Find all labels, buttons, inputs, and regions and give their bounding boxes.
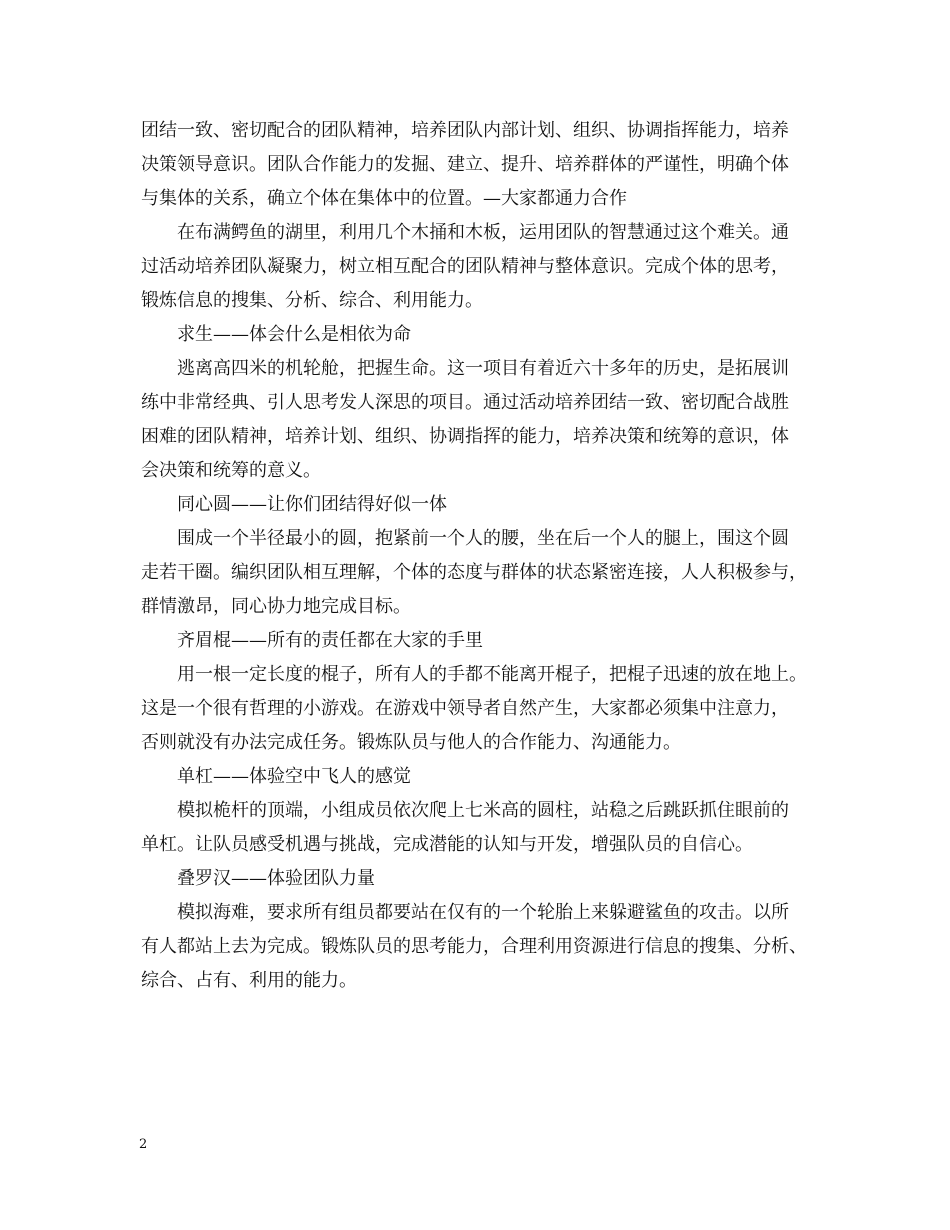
text-line: 用一根一定长度的棍子，所有人的手都不能离开棍子，把棍子迅速的放在地上。 [177, 664, 807, 685]
text-line: 走若干圈。编织团队相互理解，个体的态度与群体的状态紧密连接，人人积极参与， [141, 562, 807, 583]
section-heading: 同心圆——让你们团结得好似一体 [177, 494, 447, 515]
text-line: 综合、占有、利用的能力。 [141, 970, 357, 991]
text-line: 会决策和统筹的意义。 [141, 460, 321, 481]
text-line: 有人都站上去为完成。锻炼队员的思考能力，合理利用资源进行信息的搜集、分析、 [141, 936, 807, 957]
text-line: 逃离高四米的机轮舱，把握生命。这一项目有着近六十多年的历史，是拓展训 [177, 358, 789, 379]
section-heading: 齐眉棍——所有的责任都在大家的手里 [177, 630, 483, 651]
text-line: 模拟桅杆的顶端，小组成员依次爬上七米高的圆柱，站稳之后跳跃抓住眼前的 [177, 800, 789, 821]
text-line: 围成一个半径最小的圆，抱紧前一个人的腰，坐在后一个人的腿上，围这个圆 [177, 528, 789, 549]
text-line: 练中非常经典、引人思考发人深思的项目。通过活动培养团结一致、密切配合战胜 [141, 392, 789, 413]
text-line: 困难的团队精神，培养计划、组织、协调指挥的能力，培养决策和统筹的意识，体 [141, 426, 789, 447]
body-text [141, 114, 831, 998]
text-line: 在布满鳄鱼的湖里，利用几个木捅和木板，运用团队的智慧通过这个难关。通 [177, 222, 789, 243]
text-line: 这是一个很有哲理的小游戏。在游戏中领导者自然产生，大家都必须集中注意力， [141, 698, 789, 719]
section-heading: 单杠——体验空中飞人的感觉 [177, 766, 411, 787]
page-number: 2 [139, 1137, 148, 1152]
text-line: 模拟海难，要求所有组员都要站在仅有的一个轮胎上来躲避鲨鱼的攻击。以所 [177, 902, 789, 923]
text-line: 群情激昂，同心协力地完成目标。 [141, 596, 411, 617]
text-line: 单杠。让队员感受机遇与挑战，完成潜能的认知与开发，增强队员的自信心。 [141, 834, 753, 855]
text-line: 过活动培养团队凝聚力，树立相互配合的团队精神与整体意识。完成个体的思考， [141, 256, 789, 277]
text-line: 与集体的关系，确立个体在集体中的位置。—大家都通力合作 [141, 188, 627, 209]
section-heading: 求生——体会什么是相依为命 [177, 324, 411, 345]
text-line: 团结一致、密切配合的团队精神，培养团队内部计划、组织、协调指挥能力，培养 [141, 120, 789, 141]
text-line: 否则就没有办法完成任务。锻炼队员与他人的合作能力、沟通能力。 [141, 732, 681, 753]
text-line: 决策领导意识。团队合作能力的发掘、建立、提升、培养群体的严谨性，明确个体 [141, 154, 789, 175]
section-heading: 叠罗汉——体验团队力量 [177, 868, 375, 889]
text-line: 锻炼信息的搜集、分析、综合、利用能力。 [141, 290, 483, 311]
